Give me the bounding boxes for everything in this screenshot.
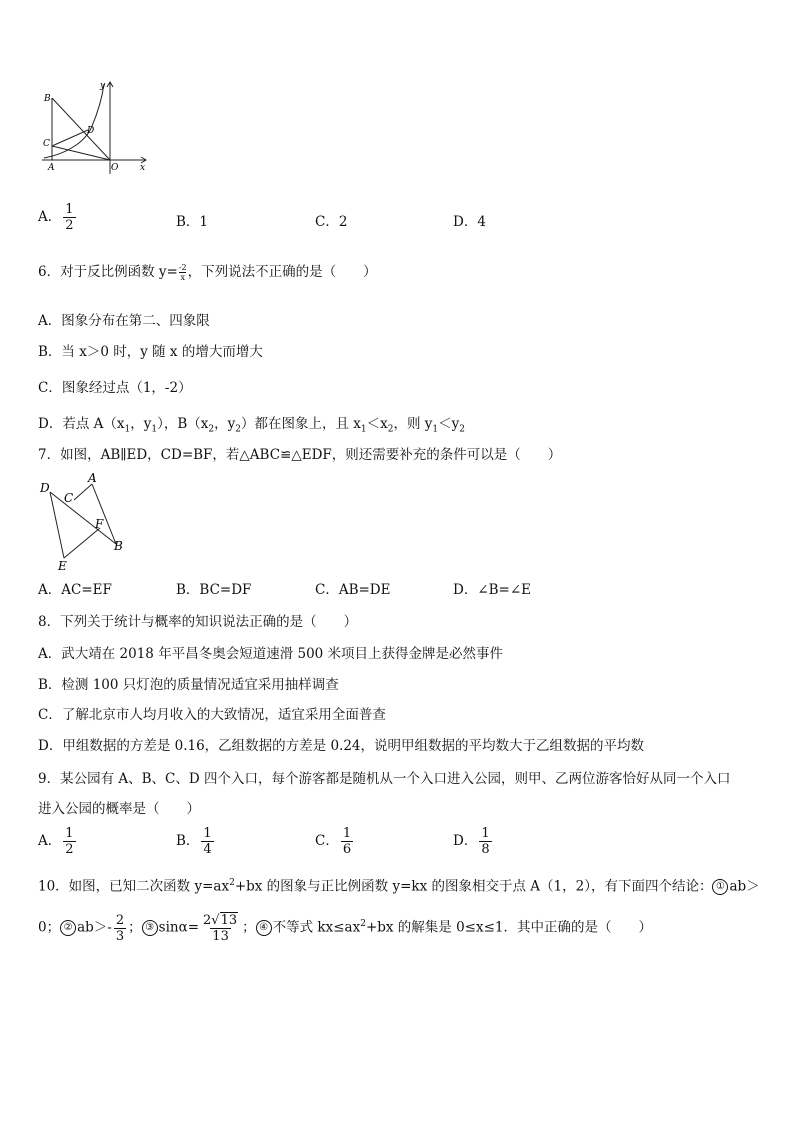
text: ab＞ [729,878,760,895]
denominator: 2 [65,218,74,233]
text: ，则 y [393,416,433,432]
q7-option-d: D．∠B=∠E [453,582,532,598]
text: ，y [214,416,236,432]
option-label: B． [176,833,200,849]
q9-option-a [38,826,78,857]
label-x: x [140,163,146,173]
numerator: 1 [203,826,212,841]
option-label: C． [315,833,339,849]
segment-ac [74,484,92,500]
numerator: 1 [65,202,74,217]
label-c: C [64,491,74,505]
numerator: -2 [178,263,187,272]
denominator: 2 [65,842,74,857]
q10-stem-line1 [38,874,760,896]
option-label: A． [38,209,62,225]
text: ab＞- [77,919,112,936]
q6-option-b: B．当 x＞0 时，y 随 x 的增大而增大 [38,344,263,360]
label-a: A [48,163,55,173]
q9-stem-line1: 9．某公园有 A、B、C、D 四个入口，每个游客都是随机从一个入口进入公园，则甲、乙两位游客恰好从同一个入口 [38,771,731,787]
label-a: A [88,471,97,485]
q8-option-a: A．武大靖在 2018 年平昌冬奥会短道速滑 500 米项目上获得金牌是必然事件 [38,646,504,662]
subscript: 1 [432,424,439,435]
q5-option-b: B．1 [176,214,209,230]
superscript: 2 [360,919,366,929]
q5-option-d: D．4 [453,214,486,230]
label-b: B [44,94,51,104]
text: +bx 的图象与正比例函数 y=kx 的图象相交于点 A（1，2），有下面四个结论： [234,878,713,895]
q6-option-c: C．图象经过点（1，-2） [38,380,192,396]
fraction [479,826,491,857]
circled-number: ① [712,879,728,895]
q6-option-d [38,415,465,439]
label-e: E [58,559,67,573]
denominator: 3 [115,928,125,944]
text: 0； [38,919,61,936]
radicand: 13 [220,912,238,928]
q7-option-c: C．AB=DE [315,582,391,598]
q7-figure [36,470,132,574]
q7-option-b: B．BC=DF [176,582,252,598]
q6-stem [38,263,377,282]
q8-option-c: C．了解北京市人均月收入的大致情况，适宜采用全面普查 [38,707,386,723]
q7-option-a: A．AC=EF [38,582,112,598]
fraction [341,826,353,857]
text: ＜y [438,416,460,432]
text: sinα= [158,919,200,936]
denominator: 13 [212,928,229,944]
q9-option-b [176,826,216,857]
q10-stem-line2 [38,908,652,944]
fraction [63,202,75,233]
q8-stem: 8．下列关于统计与概率的知识说法正确的是（ ） [38,614,358,630]
q5-option-c: C．2 [315,214,348,230]
subscript: 2 [208,424,215,435]
label-c: C [43,139,50,149]
fraction [201,913,240,944]
text: +bx 的解集是 0≤x≤1．其中正确的是（ ） [365,919,653,936]
q7-stem: 7．如图，AB∥ED，CD=BF，若△ABC≌△EDF，则还需要补充的条件可以是（ ） [38,447,562,463]
subscript: 1 [151,424,158,435]
numerator: 2 [115,912,125,928]
subscript: 2 [387,424,394,435]
label-f: F [95,517,104,531]
subscript: 2 [235,424,241,435]
text: ； [128,919,142,936]
numerator: 1 [65,826,74,841]
numerator: 1 [342,826,352,841]
fraction [114,913,126,944]
q9-option-d [453,826,494,857]
text: ，y [130,416,152,432]
text: ），B（x [157,416,209,432]
text: ； [242,919,256,936]
label-d: D [87,126,95,136]
fraction [63,826,75,857]
text: 10．如图，已知二次函数 y=ax [38,878,230,895]
stem-text: ，下列说法不正确的是（ ） [187,264,377,280]
subscript: 1 [124,424,131,435]
label-y: y [100,81,106,91]
subscript: 1 [360,424,367,435]
denominator: x [180,273,185,282]
numerator: 2√13 [203,912,238,928]
q8-option-b: B．检测 100 只灯泡的质量情况适宜采用抽样调查 [38,677,339,693]
label-b: B [114,539,123,553]
q8-option-d: D．甲组数据的方差是 0.16，乙组数据的方差是 0.24，说明甲组数据的平均数大于乙组数据的平均数 [38,738,645,754]
segment-bo [52,98,110,160]
denominator: 6 [342,842,352,857]
superscript: 2 [229,878,235,888]
stem-text: 6．对于反比例函数 y= [38,264,178,280]
circled-number: ④ [256,920,272,936]
q5-figure [36,76,152,176]
option-label: A． [38,833,62,849]
denominator: 4 [203,842,212,857]
option-label: D． [453,833,478,849]
fraction [201,826,213,857]
text: 不等式 kx≤ax [272,919,361,936]
segment-dc [52,130,88,146]
text: ）都在图象上，且 x [241,416,361,432]
fraction [179,263,187,282]
label-o: O [111,163,119,173]
q6-option-a: A．图象分布在第二、四象限 [38,313,210,329]
circled-number: ③ [142,920,158,936]
text: D．若点 A（x [38,416,125,432]
text: ＜x [366,416,388,432]
q5-option-a [38,202,78,233]
denominator: 8 [481,842,490,857]
numerator: 1 [481,826,490,841]
q9-option-c [315,826,355,857]
segment-ef [64,528,100,558]
label-d: D [40,481,50,495]
coefficient: 2 [203,912,212,928]
subscript: 2 [459,424,466,435]
circled-number: ② [60,920,76,936]
q9-stem-line2: 进入公园的概率是（ ） [38,801,200,817]
